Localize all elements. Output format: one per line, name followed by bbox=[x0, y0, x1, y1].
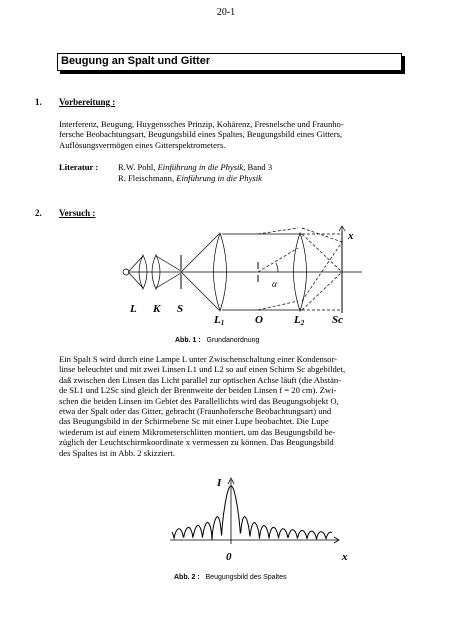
section-2-number: 2. bbox=[35, 208, 42, 218]
section-1-number: 1. bbox=[35, 97, 42, 107]
label-l2: L2 bbox=[294, 314, 305, 327]
origin-label: 0 bbox=[226, 551, 232, 563]
literature-title: Einführung in die Physik bbox=[157, 162, 244, 172]
paragraph-line: de SL1 und L2Sc sind gleich der Brennweite der beiden Linsen f = 20 cm). Zwi- bbox=[59, 385, 337, 396]
literature-entry bbox=[118, 173, 262, 183]
literature-author: R.W. Pohl, bbox=[118, 162, 158, 172]
title-box bbox=[57, 53, 402, 71]
section-1-body bbox=[59, 119, 404, 150]
paragraph-line: linse beleuchtet und mit zwei Linsen L1 und L2 so auf einen Schirm Sc abgebildet, bbox=[59, 364, 346, 375]
figure-1-caption-label: Abb. 1 : bbox=[175, 337, 201, 344]
paragraph-line: Ein Spalt S wird durch eine Lampe L unter Zwischenschaltung einer Kondensor- bbox=[59, 354, 338, 364]
paragraph-line: züglich der Leuchtschirmkoordinate x vermessen zu können. Das Beugungsbild bbox=[59, 437, 334, 448]
diffraction-pattern-diagram bbox=[160, 472, 360, 572]
paragraph-line: daß zwischen den Linsen das Licht parallel zur optischen Achse läuft (die Abstän- bbox=[59, 374, 342, 385]
page-title: Beugung an Spalt und Gitter bbox=[61, 55, 211, 67]
label-x: x bbox=[348, 230, 354, 242]
angle-arc bbox=[276, 263, 278, 272]
label-condenser: K bbox=[153, 303, 161, 315]
figure-2-caption bbox=[174, 574, 286, 581]
intensity-curve bbox=[172, 486, 332, 540]
literature-block bbox=[59, 162, 404, 184]
figure-1-caption bbox=[175, 337, 259, 344]
paragraph-line: das Beugungsbild in der Schirmebene Sc mit einer Lupe beobachtet. Die Lupe bbox=[59, 416, 329, 427]
literature-author: R. Fleischmann, bbox=[118, 173, 177, 183]
literature-label: Literatur : bbox=[59, 162, 99, 172]
description-paragraph bbox=[59, 354, 404, 458]
section-1-line: fersche Beobachtungsart, Beugungsbild eines Spaltes, Beugungsbild eines Gitters, bbox=[59, 129, 343, 140]
section-1-line: Auflösungsvermögen eines Gitterspektrometers. bbox=[59, 139, 226, 150]
section-1-title: Vorbereitung : bbox=[59, 97, 116, 107]
figure-2-caption-text: Beugungsbild des Spaltes bbox=[205, 574, 287, 581]
label-slit: S bbox=[177, 303, 184, 315]
label-screen: Sc bbox=[332, 314, 343, 326]
paragraph-line: des Spaltes ist in Abb. 2 skizziert. bbox=[59, 447, 176, 458]
label-alpha: α bbox=[272, 279, 277, 289]
literature-extra: , Band 3 bbox=[243, 162, 273, 172]
section-1-heading bbox=[35, 97, 235, 109]
paragraph-line: schen die beiden Linsen im Gebiet des Parallellichts wird das Beugungsobjekt O, bbox=[59, 395, 339, 406]
label-lamp: L bbox=[130, 303, 137, 315]
paragraph-line: etwa der Spalt oder das Gitter, gebracht (Fraunhofersche Beobachtungsart) und bbox=[59, 406, 332, 417]
figure-1-caption-text: Grundanordnung bbox=[206, 337, 260, 344]
section-2-title: Versuch : bbox=[59, 208, 96, 218]
page-number: 20-1 bbox=[216, 7, 236, 18]
literature-entry bbox=[118, 162, 272, 172]
section-2-heading bbox=[35, 208, 235, 220]
diffracted-rays bbox=[258, 228, 342, 310]
y-axis-label: I bbox=[217, 477, 222, 489]
label-object: O bbox=[255, 314, 263, 326]
literature-title: Einführung in die Physik bbox=[176, 173, 262, 183]
label-l1: L1 bbox=[214, 314, 225, 327]
paragraph-line: wiederum ist auf einem Mikrometerschlitten montiert, um das Beugungsbild be- bbox=[59, 426, 336, 437]
setup-diagram bbox=[110, 225, 370, 335]
x-axis-label: x bbox=[342, 551, 348, 563]
section-1-line: Interferenz, Beugung, Huygenssches Prinzip, Kohärenz, Fresnelsche und Fraunho- bbox=[59, 119, 344, 129]
figure-2-caption-label: Abb. 2 : bbox=[174, 574, 200, 581]
